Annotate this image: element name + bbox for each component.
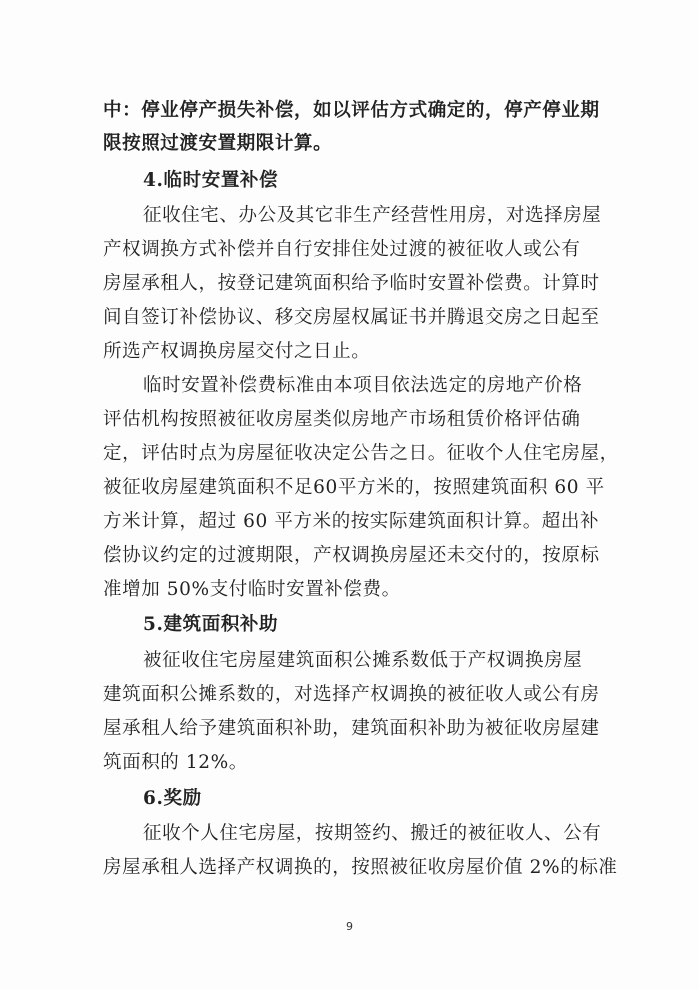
paragraph-line: 被征收住宅房屋建筑面积公摊系数低于产权调换房屋 — [143, 650, 583, 671]
paragraph-line: 房屋承租人，按登记建筑面积给予临时安置补偿费。计算时 — [103, 273, 600, 294]
paragraph-line: 建筑面积公摊系数的，对选择产权调换的被征收人或公有房 — [103, 684, 600, 705]
paragraph-line: 产权调换方式补偿并自行安排住处过渡的被征收人或公有 — [103, 239, 581, 260]
paragraph-line: 限按照过渡安置期限计算。 — [103, 133, 333, 154]
paragraph-line: 筑面积的 12%。 — [103, 752, 248, 773]
paragraph-line: 中：停业停产损失补偿，如以评估方式确定的，停产停业期 — [103, 100, 600, 121]
paragraph-line: 临时安置补偿费标准由本项目依法选定的房地产价格 — [143, 375, 583, 396]
paragraph-line: 评估机构按照被征收房屋类似房地产市场租赁价格评估确 — [103, 409, 581, 430]
paragraph-line: 被征收房屋建筑面积不足60平方米的，按照建筑面积 60 平 — [103, 477, 605, 498]
section-heading-floor-area-subsidy: 5.建筑面积补助 — [143, 614, 279, 635]
paragraph-line: 定，评估时点为房屋征收决定公告之日。征收个人住宅房屋， — [103, 443, 619, 464]
section-heading-temporary-resettlement: 4.临时安置补偿 — [143, 170, 279, 191]
paragraph-line: 准增加 50%支付临时安置补偿费。 — [103, 579, 401, 600]
paragraph-line: 征收住宅、办公及其它非生产经营性用房，对选择房屋 — [143, 205, 602, 226]
paragraph-line: 屋承租人给予建筑面积补助，建筑面积补助为被征收房屋建 — [103, 718, 600, 739]
paragraph-line: 房屋承租人选择产权调换的，按照被征收房屋价值 2%的标准 — [103, 857, 618, 878]
page-number: 9 — [346, 920, 353, 933]
paragraph-line: 所选产权调换房屋交付之日止。 — [103, 341, 371, 362]
paragraph-line: 征收个人住宅房屋，按期签约、搬迁的被征收人、公有 — [143, 823, 602, 844]
paragraph-line: 偿协议约定的过渡期限，产权调换房屋还未交付的，按原标 — [103, 545, 600, 566]
paragraph-line: 方米计算，超过 60 平方米的按实际建筑面积计算。超出补 — [103, 511, 600, 532]
paragraph-line: 间自签订补偿协议、移交房屋权属证书并腾退交房之日起至 — [103, 307, 600, 328]
section-heading-reward: 6.奖励 — [143, 788, 202, 809]
